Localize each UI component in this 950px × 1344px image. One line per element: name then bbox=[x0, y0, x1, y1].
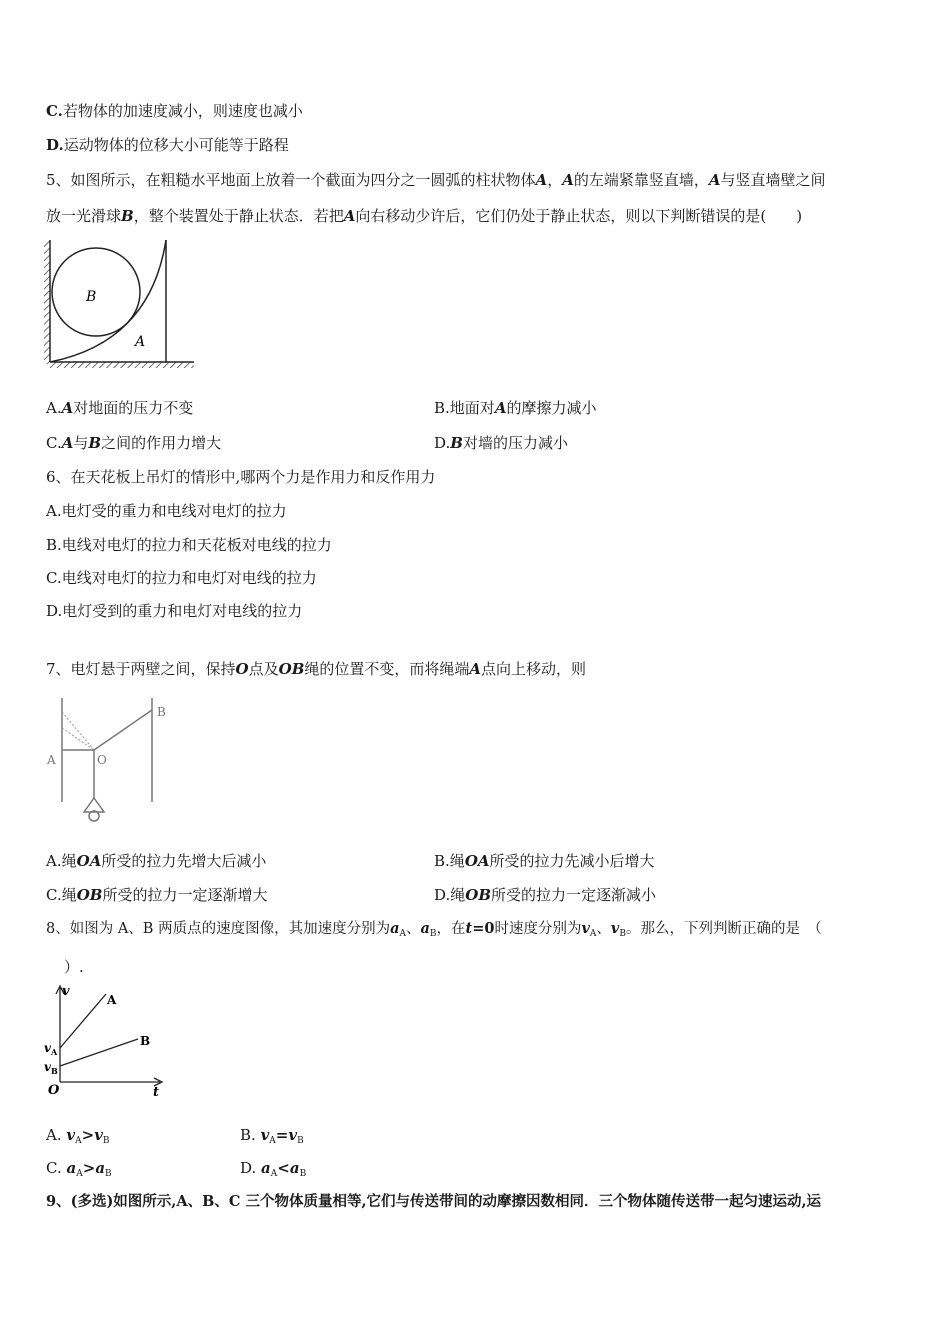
option-text: 之间的作用力增大 bbox=[101, 434, 222, 452]
q6-stem: 6、在天花板上吊灯的情形中,哪两个力是作用力和反作用力 bbox=[46, 468, 436, 486]
option-label: A. bbox=[46, 852, 62, 870]
q6-option-d bbox=[46, 601, 302, 621]
option-text: 地面对 bbox=[449, 399, 495, 417]
label-vb: $v_B$ bbox=[44, 1060, 58, 1076]
ground-hatch bbox=[50, 362, 194, 368]
var: a bbox=[95, 1159, 106, 1177]
option-label: C. bbox=[46, 1159, 62, 1177]
option-text: 所受的拉力先增大后减小 bbox=[101, 852, 267, 870]
q5-stem-line2 bbox=[46, 206, 802, 226]
var-a: a bbox=[390, 920, 400, 937]
subscript: A bbox=[269, 1136, 276, 1146]
label-va: $v_A$ bbox=[44, 1041, 58, 1057]
subscript: B bbox=[619, 929, 626, 939]
stem-text: 、 bbox=[405, 921, 421, 937]
subscript: B bbox=[102, 1136, 110, 1146]
var: v bbox=[288, 1126, 298, 1144]
operator: > bbox=[82, 1159, 96, 1177]
q9-stem: 9、(多选)如图所示,A、B、C 三个物体质量相等,它们与传送带间的动摩擦因数相同．三个物体随传送带一起匀速运动,运 bbox=[46, 1193, 822, 1210]
option-label: B. bbox=[46, 536, 62, 554]
option-label: B. bbox=[434, 399, 450, 417]
var: a bbox=[289, 1159, 300, 1177]
q5-option-a bbox=[46, 398, 193, 418]
stem-text: 时速度分别为 bbox=[494, 921, 582, 937]
option-label: D. bbox=[434, 886, 451, 904]
option-text: 电灯受到的重力和电灯对电线的拉力 bbox=[62, 602, 303, 620]
option-text: 所受的拉力先减小后增大 bbox=[489, 852, 655, 870]
var: v bbox=[66, 1126, 76, 1144]
option-label: C. bbox=[46, 886, 62, 904]
label-t: t bbox=[153, 1085, 160, 1098]
option-text: 运动物体的位移大小可能等于路程 bbox=[63, 136, 289, 154]
var-A: A bbox=[61, 399, 74, 417]
q5-option-c bbox=[46, 433, 221, 453]
q8-option-a bbox=[46, 1125, 110, 1151]
option-text: 电灯受的重力和电线对电灯的拉力 bbox=[61, 502, 287, 520]
option-text: 所受的拉力一定逐渐增大 bbox=[102, 886, 268, 904]
var-OB: OB bbox=[278, 660, 305, 678]
option-text: 所受的拉力一定逐渐减小 bbox=[491, 886, 657, 904]
option-label: A. bbox=[46, 1126, 62, 1144]
q6-option-c bbox=[46, 568, 317, 588]
option-text: 绳 bbox=[450, 886, 466, 904]
stem-text: 点向上移动，则 bbox=[481, 660, 587, 678]
var-B: B bbox=[88, 434, 102, 452]
var-OA: OA bbox=[464, 852, 490, 870]
option-text: 电线对电灯的拉力和电灯对电线的拉力 bbox=[61, 569, 317, 587]
var-A: A bbox=[708, 171, 721, 189]
label-o: O bbox=[97, 753, 107, 767]
label-a: A bbox=[47, 753, 56, 767]
label-line-b: B bbox=[140, 1034, 151, 1048]
option-text: 电线对电灯的拉力和天花板对电线的拉力 bbox=[61, 536, 332, 554]
stem-text: 5、如图所示，在粗糙水平地面上放着一个截面为四分之一圆弧的柱状物体 bbox=[46, 171, 536, 189]
var-OB: OB bbox=[465, 886, 492, 904]
rope-ob bbox=[94, 710, 152, 750]
option-text: 与 bbox=[73, 434, 89, 452]
var-O: O bbox=[235, 660, 249, 678]
operator: > bbox=[81, 1126, 95, 1144]
option-label: C. bbox=[46, 102, 63, 120]
q6-option-a bbox=[46, 501, 287, 521]
option-label: A. bbox=[46, 502, 62, 520]
q8-option-c bbox=[46, 1158, 112, 1184]
label-origin: O bbox=[48, 1083, 60, 1098]
operator: = bbox=[275, 1126, 289, 1144]
option-label: C. bbox=[46, 434, 62, 452]
var: a bbox=[261, 1159, 271, 1177]
option-label: D. bbox=[46, 602, 63, 620]
q4-option-d bbox=[46, 135, 289, 155]
q7-stem bbox=[46, 659, 586, 679]
option-text: 对地面的压力不变 bbox=[73, 399, 194, 417]
q6-option-b bbox=[46, 535, 332, 555]
stem-text: 的左端紧靠竖直墙， bbox=[573, 171, 709, 189]
q4-option-c bbox=[46, 101, 303, 121]
q7-option-c bbox=[46, 885, 268, 905]
q5-option-b bbox=[434, 398, 596, 418]
subscript: A bbox=[270, 1169, 278, 1179]
subscript: A bbox=[399, 929, 406, 939]
q7-option-d bbox=[434, 885, 656, 905]
stem-text: 8、如图为 A、B 两质点的速度图像，其加速度分别为 bbox=[46, 921, 391, 937]
option-text: 绳 bbox=[449, 852, 465, 870]
subscript: B bbox=[297, 1136, 304, 1146]
var-A: A bbox=[494, 399, 507, 417]
option-text: 若物体的加速度减小，则速度也减小 bbox=[62, 102, 303, 120]
q8-figure bbox=[40, 982, 170, 1098]
subscript: A bbox=[75, 1136, 82, 1146]
q7-figure bbox=[44, 694, 174, 828]
stem-text: 、 bbox=[596, 921, 611, 937]
label-b: B bbox=[157, 705, 166, 719]
stem-text: 点及 bbox=[248, 660, 279, 678]
var-OA: OA bbox=[76, 852, 102, 870]
operator: < bbox=[277, 1159, 290, 1177]
wall-hatch bbox=[44, 240, 50, 364]
stem-text: 向右移动少许后，它们仍处于静止状态，则以下判断错误的是( ) bbox=[355, 207, 803, 225]
subscript: A bbox=[589, 929, 597, 939]
option-label: A. bbox=[46, 399, 62, 417]
label-b: B bbox=[86, 289, 97, 305]
q8-option-d bbox=[240, 1158, 306, 1184]
option-text: 绳 bbox=[61, 886, 77, 904]
option-label: D. bbox=[240, 1159, 257, 1177]
q7-option-a bbox=[46, 851, 266, 871]
stem-text: 7、电灯悬于两壁之间，保持 bbox=[46, 660, 236, 678]
var: v bbox=[260, 1126, 270, 1144]
stem-text: ，整个装置处于静止状态．若把 bbox=[133, 207, 344, 225]
q5-option-d bbox=[434, 433, 568, 453]
q7-option-b bbox=[434, 851, 655, 871]
subscript: B bbox=[429, 929, 437, 939]
var-OB: OB bbox=[76, 886, 103, 904]
stem-text: =0 bbox=[472, 920, 495, 937]
label-line-a: A bbox=[107, 993, 117, 1007]
option-text: 对墙的压力减小 bbox=[462, 434, 568, 452]
line-a bbox=[60, 994, 106, 1048]
lamp-shade bbox=[84, 798, 104, 812]
line-b bbox=[60, 1039, 138, 1066]
var-A: A bbox=[61, 434, 74, 452]
q5-stem-line1 bbox=[46, 170, 826, 190]
stem-text: ， bbox=[547, 171, 563, 189]
var-B: B bbox=[121, 207, 134, 225]
option-label: D. bbox=[46, 136, 64, 154]
option-label: C. bbox=[46, 569, 62, 587]
var-v: v bbox=[581, 920, 590, 937]
subscript: B bbox=[105, 1169, 112, 1179]
option-label: D. bbox=[434, 434, 451, 452]
subscript: A bbox=[76, 1169, 83, 1179]
option-text: 绳 bbox=[61, 852, 77, 870]
stem-text: 放一光滑球 bbox=[46, 207, 122, 225]
q8-stem-end: ）. bbox=[64, 958, 84, 976]
stem-text: 。那么，下列判断正确的是 （ bbox=[625, 921, 822, 937]
label-a: A bbox=[135, 334, 146, 350]
var: v bbox=[94, 1126, 103, 1144]
var: a bbox=[66, 1159, 77, 1177]
stem-text: 与竖直墙壁之间 bbox=[720, 171, 826, 189]
var-A: A bbox=[343, 207, 356, 225]
stem-text: 绳的位置不变，而将绳端 bbox=[304, 660, 470, 678]
var-A: A bbox=[469, 660, 482, 678]
q8-stem bbox=[46, 919, 822, 944]
option-label: B. bbox=[434, 852, 450, 870]
q5-figure bbox=[40, 236, 200, 370]
label-v: v bbox=[62, 984, 70, 999]
var-B: B bbox=[450, 434, 463, 452]
var-t: t bbox=[465, 920, 473, 937]
option-label: B. bbox=[240, 1126, 256, 1144]
subscript: B bbox=[299, 1169, 307, 1179]
stem-text: ，在 bbox=[436, 921, 466, 937]
var-A: A bbox=[562, 171, 574, 189]
var-a: a bbox=[420, 920, 430, 937]
var-v: v bbox=[610, 920, 620, 937]
q8-option-b bbox=[240, 1125, 304, 1151]
var-A: A bbox=[535, 171, 548, 189]
option-text: 的摩擦力减小 bbox=[506, 399, 597, 417]
